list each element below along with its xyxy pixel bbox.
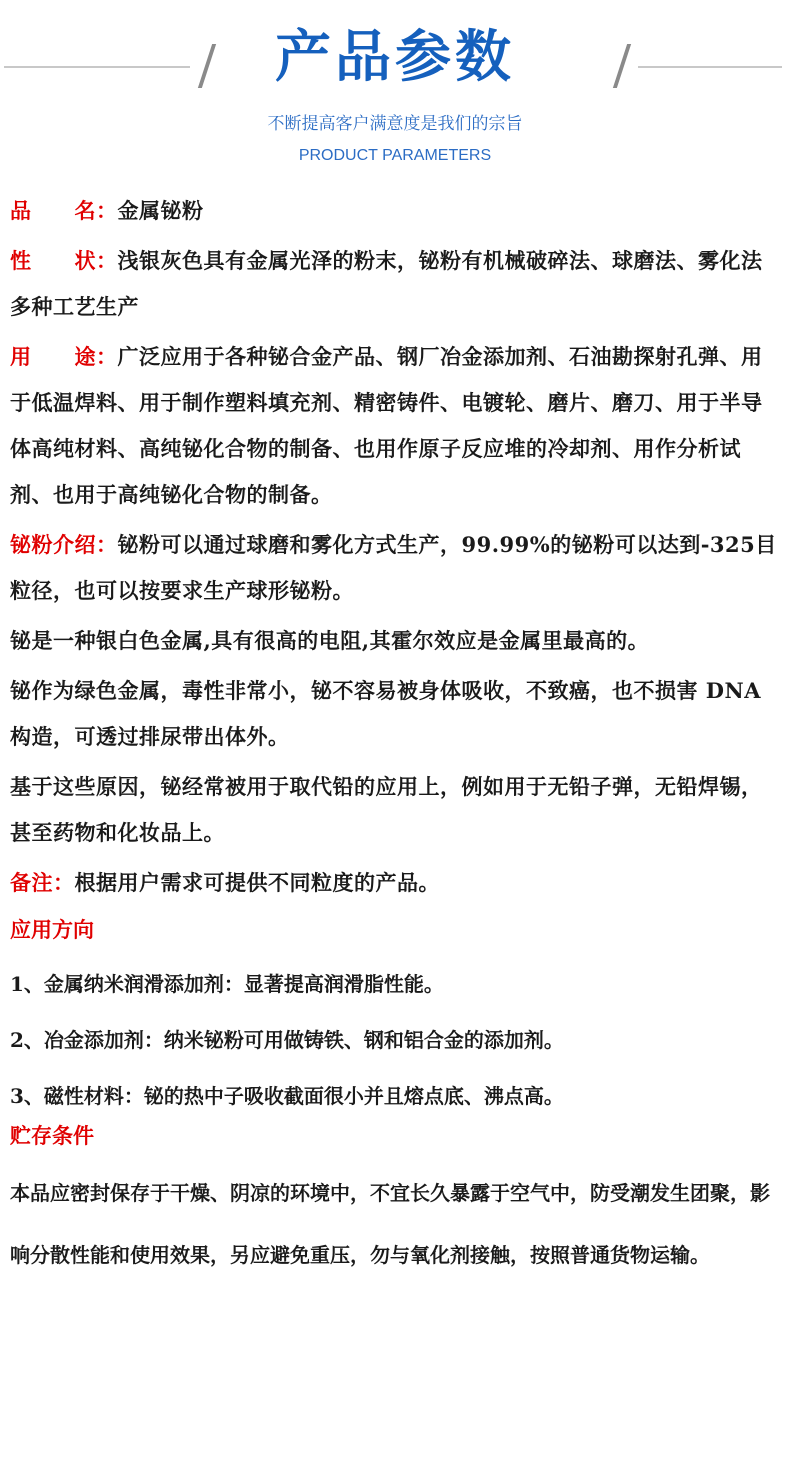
- application-item: 3、磁性材料：铋的热中子吸收截面很小并且熔点底、沸点高。: [10, 1084, 564, 1108]
- subtitle-chinese: 不断提高客户满意度是我们的宗旨: [267, 114, 523, 134]
- param-note: [10, 860, 780, 906]
- param-name: [10, 188, 780, 234]
- subtitle-english: PRODUCT PARAMETERS: [298, 147, 492, 164]
- header: [0, 0, 790, 180]
- param-property-label: 性 状：: [10, 248, 118, 273]
- param-intro: [10, 522, 780, 614]
- divider-right: [638, 66, 782, 68]
- para-reason: 基于这些原因，铋经常被用于取代铅的应用上，例如用于无铅子弹，无铅焊锡，甚至药物和化妆品上。: [10, 774, 763, 845]
- product-content: [10, 188, 780, 1286]
- application-item: 1、金属纳米润滑添加剂：显著提高润滑脂性能。: [10, 972, 444, 996]
- param-name-label: 品 名：: [10, 198, 118, 223]
- param-intro-value: 铋粉可以通过球磨和雾化方式生产，99.99%的铋粉可以达到-325目粒径，也可以按要求生产球形铋粉。: [10, 532, 777, 603]
- page-title: 产品参数: [275, 25, 515, 90]
- param-usage-label: 用 途：: [10, 344, 118, 369]
- param-name-value: 金属铋粉: [117, 198, 204, 223]
- para-green: 铋作为绿色金属，毒性非常小，铋不容易被身体吸收，不致癌，也不损害 DNA 构造，可透过排尿带出体外。: [10, 678, 762, 749]
- para-metal: 铋是一种银白色金属,具有很高的电阻,其霍尔效应是金属里最高的。: [10, 628, 650, 653]
- param-property-value: 浅银灰色具有金属光泽的粉末，铋粉有机械破碎法、球磨法、雾化法多种工艺生产: [10, 248, 763, 319]
- applications-title: 应用方向: [10, 917, 94, 942]
- storage-text: 本品应密封保存于干燥、阴凉的环境中，不宜长久暴露于空气中，防受潮发生团聚，影响分散性能和使用效果，另应避免重压，勿与氧化剂接触，按照普通货物运输。: [10, 1181, 770, 1267]
- param-intro-label: 铋粉介绍：: [10, 532, 118, 557]
- storage-title: 贮存条件: [10, 1123, 94, 1148]
- param-note-value: 根据用户需求可提供不同粒度的产品。: [74, 870, 440, 895]
- application-item: 2、冶金添加剂：纳米铋粉可用做铸铁、钢和铝合金的添加剂。: [10, 1028, 564, 1052]
- param-usage-value: 广泛应用于各种铋合金产品、钢厂冶金添加剂、石油勘探射孔弹、用于低温焊料、用于制作塑料填充剂、精密铸件、电镀轮、磨片、磨刀、用于半导体高纯材料、高纯铋化合物的制备、也用作原子反应堆的冷却剂、用作分析试剂、也用于高纯铋化合物的制备。: [10, 344, 763, 507]
- param-note-label: 备注：: [10, 870, 75, 895]
- param-property: [10, 238, 780, 330]
- param-usage: [10, 334, 780, 518]
